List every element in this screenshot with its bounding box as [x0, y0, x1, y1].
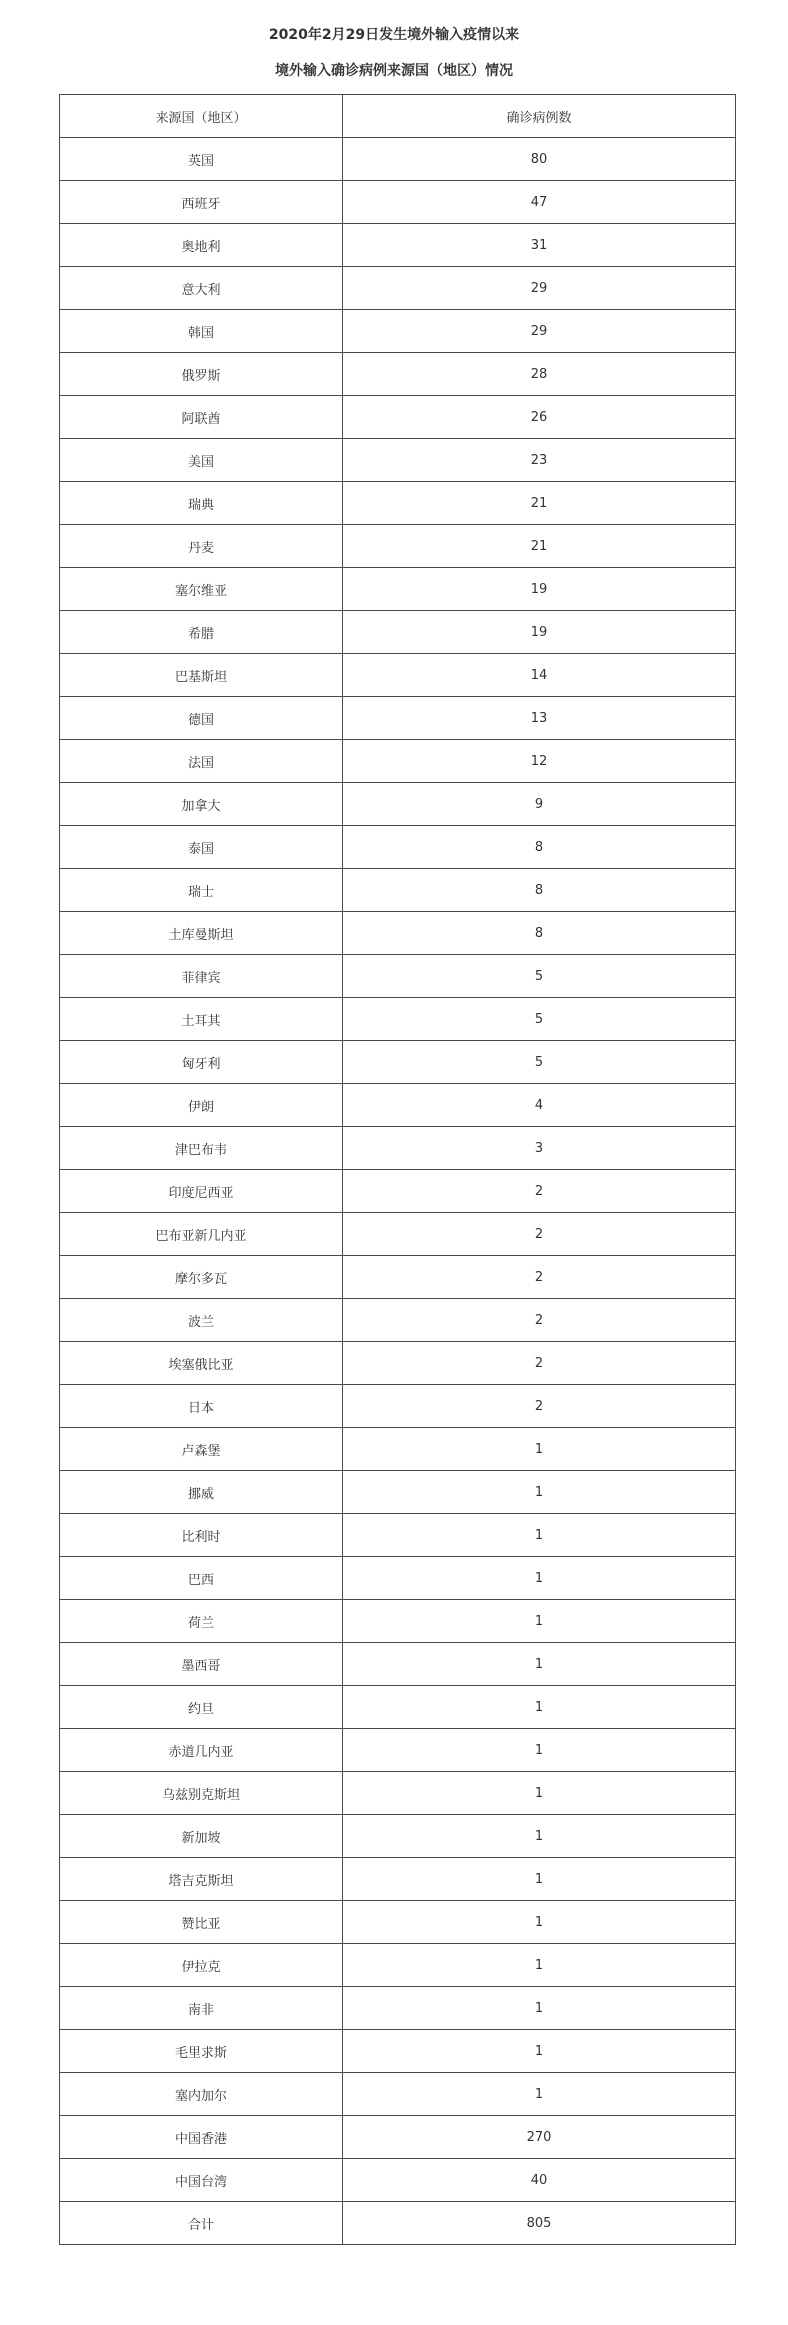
count-cell: 1: [343, 1428, 736, 1471]
table-row: [60, 439, 736, 482]
count-cell: 1: [343, 1772, 736, 1815]
count-cell: 2: [343, 1385, 736, 1428]
table-row: [60, 912, 736, 955]
country-cell: 韩国: [60, 310, 343, 353]
count-cell: 21: [343, 482, 736, 525]
count-cell: 26: [343, 396, 736, 439]
count-cell: 47: [343, 181, 736, 224]
table-row: [60, 1127, 736, 1170]
count-cell: 31: [343, 224, 736, 267]
country-cell: 中国台湾: [60, 2159, 343, 2202]
country-cell: 中国香港: [60, 2116, 343, 2159]
country-cell: 美国: [60, 439, 343, 482]
count-cell: 8: [343, 869, 736, 912]
table-row: [60, 1342, 736, 1385]
table-row: [60, 1858, 736, 1901]
count-cell: 4: [343, 1084, 736, 1127]
count-cell: 1: [343, 1643, 736, 1686]
table-row: [60, 998, 736, 1041]
table-row: [60, 224, 736, 267]
table-row: [60, 568, 736, 611]
count-cell: 1: [343, 2073, 736, 2116]
table-row: [60, 310, 736, 353]
table-row: [60, 353, 736, 396]
table-row: [60, 783, 736, 826]
country-cell: 塔吉克斯坦: [60, 1858, 343, 1901]
count-cell: 12: [343, 740, 736, 783]
count-cell: 2: [343, 1299, 736, 1342]
table-header-row: [60, 95, 736, 138]
country-cell: 意大利: [60, 267, 343, 310]
table-row: [60, 1686, 736, 1729]
country-cell: 土库曼斯坦: [60, 912, 343, 955]
count-cell: 5: [343, 1041, 736, 1084]
country-cell: 南非: [60, 1987, 343, 2030]
count-cell: 23: [343, 439, 736, 482]
country-cell: 伊朗: [60, 1084, 343, 1127]
page-title: 2020年2月29日发生境外输入疫情以来: [268, 27, 520, 43]
table-row: [60, 826, 736, 869]
count-cell: 1: [343, 1729, 736, 1772]
country-cell: 瑞士: [60, 869, 343, 912]
country-cell: 印度尼西亚: [60, 1170, 343, 1213]
country-cell: 巴西: [60, 1557, 343, 1600]
table-row: [60, 1428, 736, 1471]
country-cell: 乌兹别克斯坦: [60, 1772, 343, 1815]
count-cell: 1: [343, 2030, 736, 2073]
table-row: [60, 1084, 736, 1127]
count-cell: 21: [343, 525, 736, 568]
table-row: [60, 611, 736, 654]
table-row: [60, 1170, 736, 1213]
country-cell: 伊拉克: [60, 1944, 343, 1987]
table-row: [60, 267, 736, 310]
count-cell: 270: [343, 2116, 736, 2159]
count-cell: 8: [343, 826, 736, 869]
table-row: [60, 740, 736, 783]
country-cell: 日本: [60, 1385, 343, 1428]
country-cell: 波兰: [60, 1299, 343, 1342]
count-cell: 1: [343, 1557, 736, 1600]
table-row: [60, 697, 736, 740]
table-row: [60, 2030, 736, 2073]
table-row: [60, 1815, 736, 1858]
table-row: [60, 482, 736, 525]
table-row: [60, 1256, 736, 1299]
header-count: 确诊病例数: [343, 95, 736, 138]
table-row: [60, 1729, 736, 1772]
count-cell: 14: [343, 654, 736, 697]
count-cell: 2: [343, 1342, 736, 1385]
table-row: [60, 1772, 736, 1815]
count-cell: 29: [343, 310, 736, 353]
count-cell: 1: [343, 1514, 736, 1557]
table-row: [60, 1514, 736, 1557]
country-cell: 摩尔多瓦: [60, 1256, 343, 1299]
table-row: [60, 1041, 736, 1084]
country-cell: 西班牙: [60, 181, 343, 224]
country-cell: 土耳其: [60, 998, 343, 1041]
header-country: 来源国（地区）: [60, 95, 343, 138]
country-cell: 赤道几内亚: [60, 1729, 343, 1772]
count-cell: 1: [343, 1600, 736, 1643]
country-cell: 巴布亚新几内亚: [60, 1213, 343, 1256]
country-cell: 毛里求斯: [60, 2030, 343, 2073]
count-cell: 19: [343, 611, 736, 654]
country-cell: 法国: [60, 740, 343, 783]
country-cell: 加拿大: [60, 783, 343, 826]
country-cell: 合计: [60, 2202, 343, 2245]
count-cell: 1: [343, 1944, 736, 1987]
table-row: [60, 1600, 736, 1643]
country-cell: 菲律宾: [60, 955, 343, 998]
table-row: [60, 955, 736, 998]
table-row: [60, 1901, 736, 1944]
table-row: [60, 1299, 736, 1342]
country-cell: 瑞典: [60, 482, 343, 525]
country-cell: 荷兰: [60, 1600, 343, 1643]
cases-table: [59, 94, 736, 2245]
count-cell: 29: [343, 267, 736, 310]
count-cell: 28: [343, 353, 736, 396]
country-cell: 挪威: [60, 1471, 343, 1514]
table-row: [60, 181, 736, 224]
count-cell: 8: [343, 912, 736, 955]
country-cell: 英国: [60, 138, 343, 181]
count-cell: 1: [343, 1815, 736, 1858]
country-cell: 墨西哥: [60, 1643, 343, 1686]
table-row: [60, 2159, 736, 2202]
country-cell: 德国: [60, 697, 343, 740]
table-row: [60, 1987, 736, 2030]
country-cell: 泰国: [60, 826, 343, 869]
table-row: [60, 869, 736, 912]
table-body: [60, 138, 736, 2245]
count-cell: 1: [343, 1987, 736, 2030]
table-title: 境外输入确诊病例来源国（地区）情况: [275, 63, 513, 79]
count-cell: 13: [343, 697, 736, 740]
table-row: [60, 525, 736, 568]
country-cell: 约旦: [60, 1686, 343, 1729]
table-row: [60, 1944, 736, 1987]
count-cell: 5: [343, 998, 736, 1041]
country-cell: 希腊: [60, 611, 343, 654]
table-row: [60, 138, 736, 181]
count-cell: 1: [343, 1901, 736, 1944]
table-row: [60, 1213, 736, 1256]
count-cell: 9: [343, 783, 736, 826]
count-cell: 1: [343, 1471, 736, 1514]
table-row: [60, 654, 736, 697]
country-cell: 卢森堡: [60, 1428, 343, 1471]
country-cell: 赞比亚: [60, 1901, 343, 1944]
count-cell: 1: [343, 1686, 736, 1729]
country-cell: 俄罗斯: [60, 353, 343, 396]
country-cell: 丹麦: [60, 525, 343, 568]
table-row: [60, 1557, 736, 1600]
count-cell: 805: [343, 2202, 736, 2245]
table-row: [60, 396, 736, 439]
table-row: [60, 1385, 736, 1428]
count-cell: 1: [343, 1858, 736, 1901]
table-row: [60, 1471, 736, 1514]
count-cell: 2: [343, 1170, 736, 1213]
country-cell: 新加坡: [60, 1815, 343, 1858]
country-cell: 比利时: [60, 1514, 343, 1557]
count-cell: 40: [343, 2159, 736, 2202]
table-row: [60, 1643, 736, 1686]
count-cell: 3: [343, 1127, 736, 1170]
count-cell: 2: [343, 1256, 736, 1299]
country-cell: 塞内加尔: [60, 2073, 343, 2116]
country-cell: 巴基斯坦: [60, 654, 343, 697]
count-cell: 80: [343, 138, 736, 181]
country-cell: 阿联酋: [60, 396, 343, 439]
country-cell: 津巴布韦: [60, 1127, 343, 1170]
count-cell: 19: [343, 568, 736, 611]
count-cell: 2: [343, 1213, 736, 1256]
table-row: [60, 2202, 736, 2245]
table-row: [60, 2116, 736, 2159]
count-cell: 5: [343, 955, 736, 998]
table-row: [60, 2073, 736, 2116]
country-cell: 匈牙利: [60, 1041, 343, 1084]
country-cell: 塞尔维亚: [60, 568, 343, 611]
country-cell: 埃塞俄比亚: [60, 1342, 343, 1385]
country-cell: 奥地利: [60, 224, 343, 267]
